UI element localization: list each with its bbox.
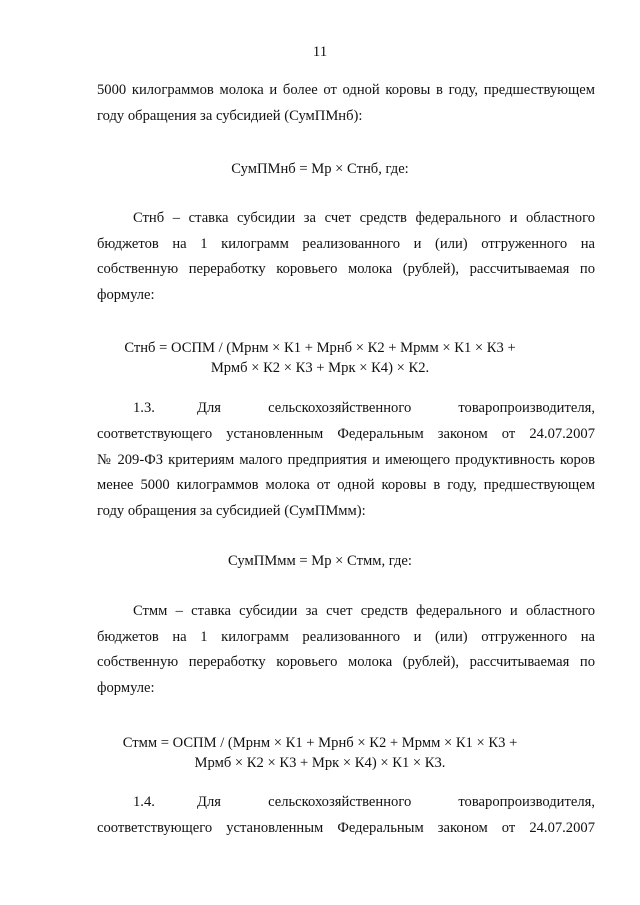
text-line: бюджетов на 1 килограмм реализованного и (или) отгруженного на [97,235,595,252]
text-line: соответствующего установленным Федеральным законом от 24.07.2007 [97,820,595,836]
item-number: 1.3. [133,400,155,416]
page-number: 11 [312,44,328,60]
text-line: № 209-ФЗ критериям малого предприятия и имеющего продуктивность коров [97,451,595,468]
formula-line: Мрмб × К2 × К3 + Мрк × К4) × К1 × К3. [194,755,446,771]
formula-sumpmmm [0,551,640,571]
text-line: бюджетов на 1 килограмм реализованного и (или) отгруженного на [97,628,595,645]
text-line: собственную переработку коровьего молока (рублей), рассчитываемая по [97,261,595,277]
text-line: соответствующего установленным Федеральным законом от 24.07.2007 [97,426,595,442]
formula-stmm [0,733,640,773]
text-line: собственную переработку коровьего молока (рублей), рассчитываемая по [97,654,595,670]
text-word: товаропроизводителя, [458,400,595,416]
paragraph-item-1-4 [97,816,595,842]
text-line: формуле: [97,679,155,696]
formula-line: СумПМмм = Мр × Стмм, где: [228,553,412,569]
paragraph-item-1-3 [97,422,595,524]
text-line: Стмм – ставка субсидии за счет средств федерального и областного [133,603,595,619]
text-word: сельскохозяйственного [268,794,412,810]
text-line: менее 5000 килограммов молока от одной коровы в году, предшествующем [97,477,595,493]
paragraph-stnb-definition [97,206,595,308]
text-line: 5000 килограммов молока и более от одной коровы в году, предшествующем [97,82,595,98]
item-1-4-heading [97,790,595,816]
text-line: году обращения за субсидией (СумПМмм): [97,502,366,519]
formula-line: Стнб = ОСПМ / (Мрнм × К1 + Мрнб × К2 + Мрмм × К1 × К3 + [124,340,516,356]
text-line: году обращения за субсидией (СумПМнб): [97,107,363,124]
formula-line: Стмм = ОСПМ / (Мрнм × К1 + Мрнб × К2 + Мрмм × К1 × К3 + [122,735,518,751]
text-line: формуле: [97,286,155,303]
text-word: Для [197,400,221,416]
formula-stnb [0,338,640,378]
text-word: товаропроизводителя, [458,794,595,810]
formula-line: СумПМнб = Мр × Стнб, где: [231,161,409,177]
formula-line: Мрмб × К2 × К3 + Мрк × К4) × К2. [210,360,430,376]
text-line: Стнб – ставка субсидии за счет средств федерального и областного [133,210,595,226]
item-1-3-heading [97,396,595,422]
text-word: Для [197,794,221,810]
formula-sumpmnb [0,159,640,179]
paragraph-stmm-definition [97,599,595,701]
paragraph-continuation [97,78,595,129]
text-word: сельскохозяйственного [268,400,412,416]
item-number: 1.4. [133,794,155,810]
